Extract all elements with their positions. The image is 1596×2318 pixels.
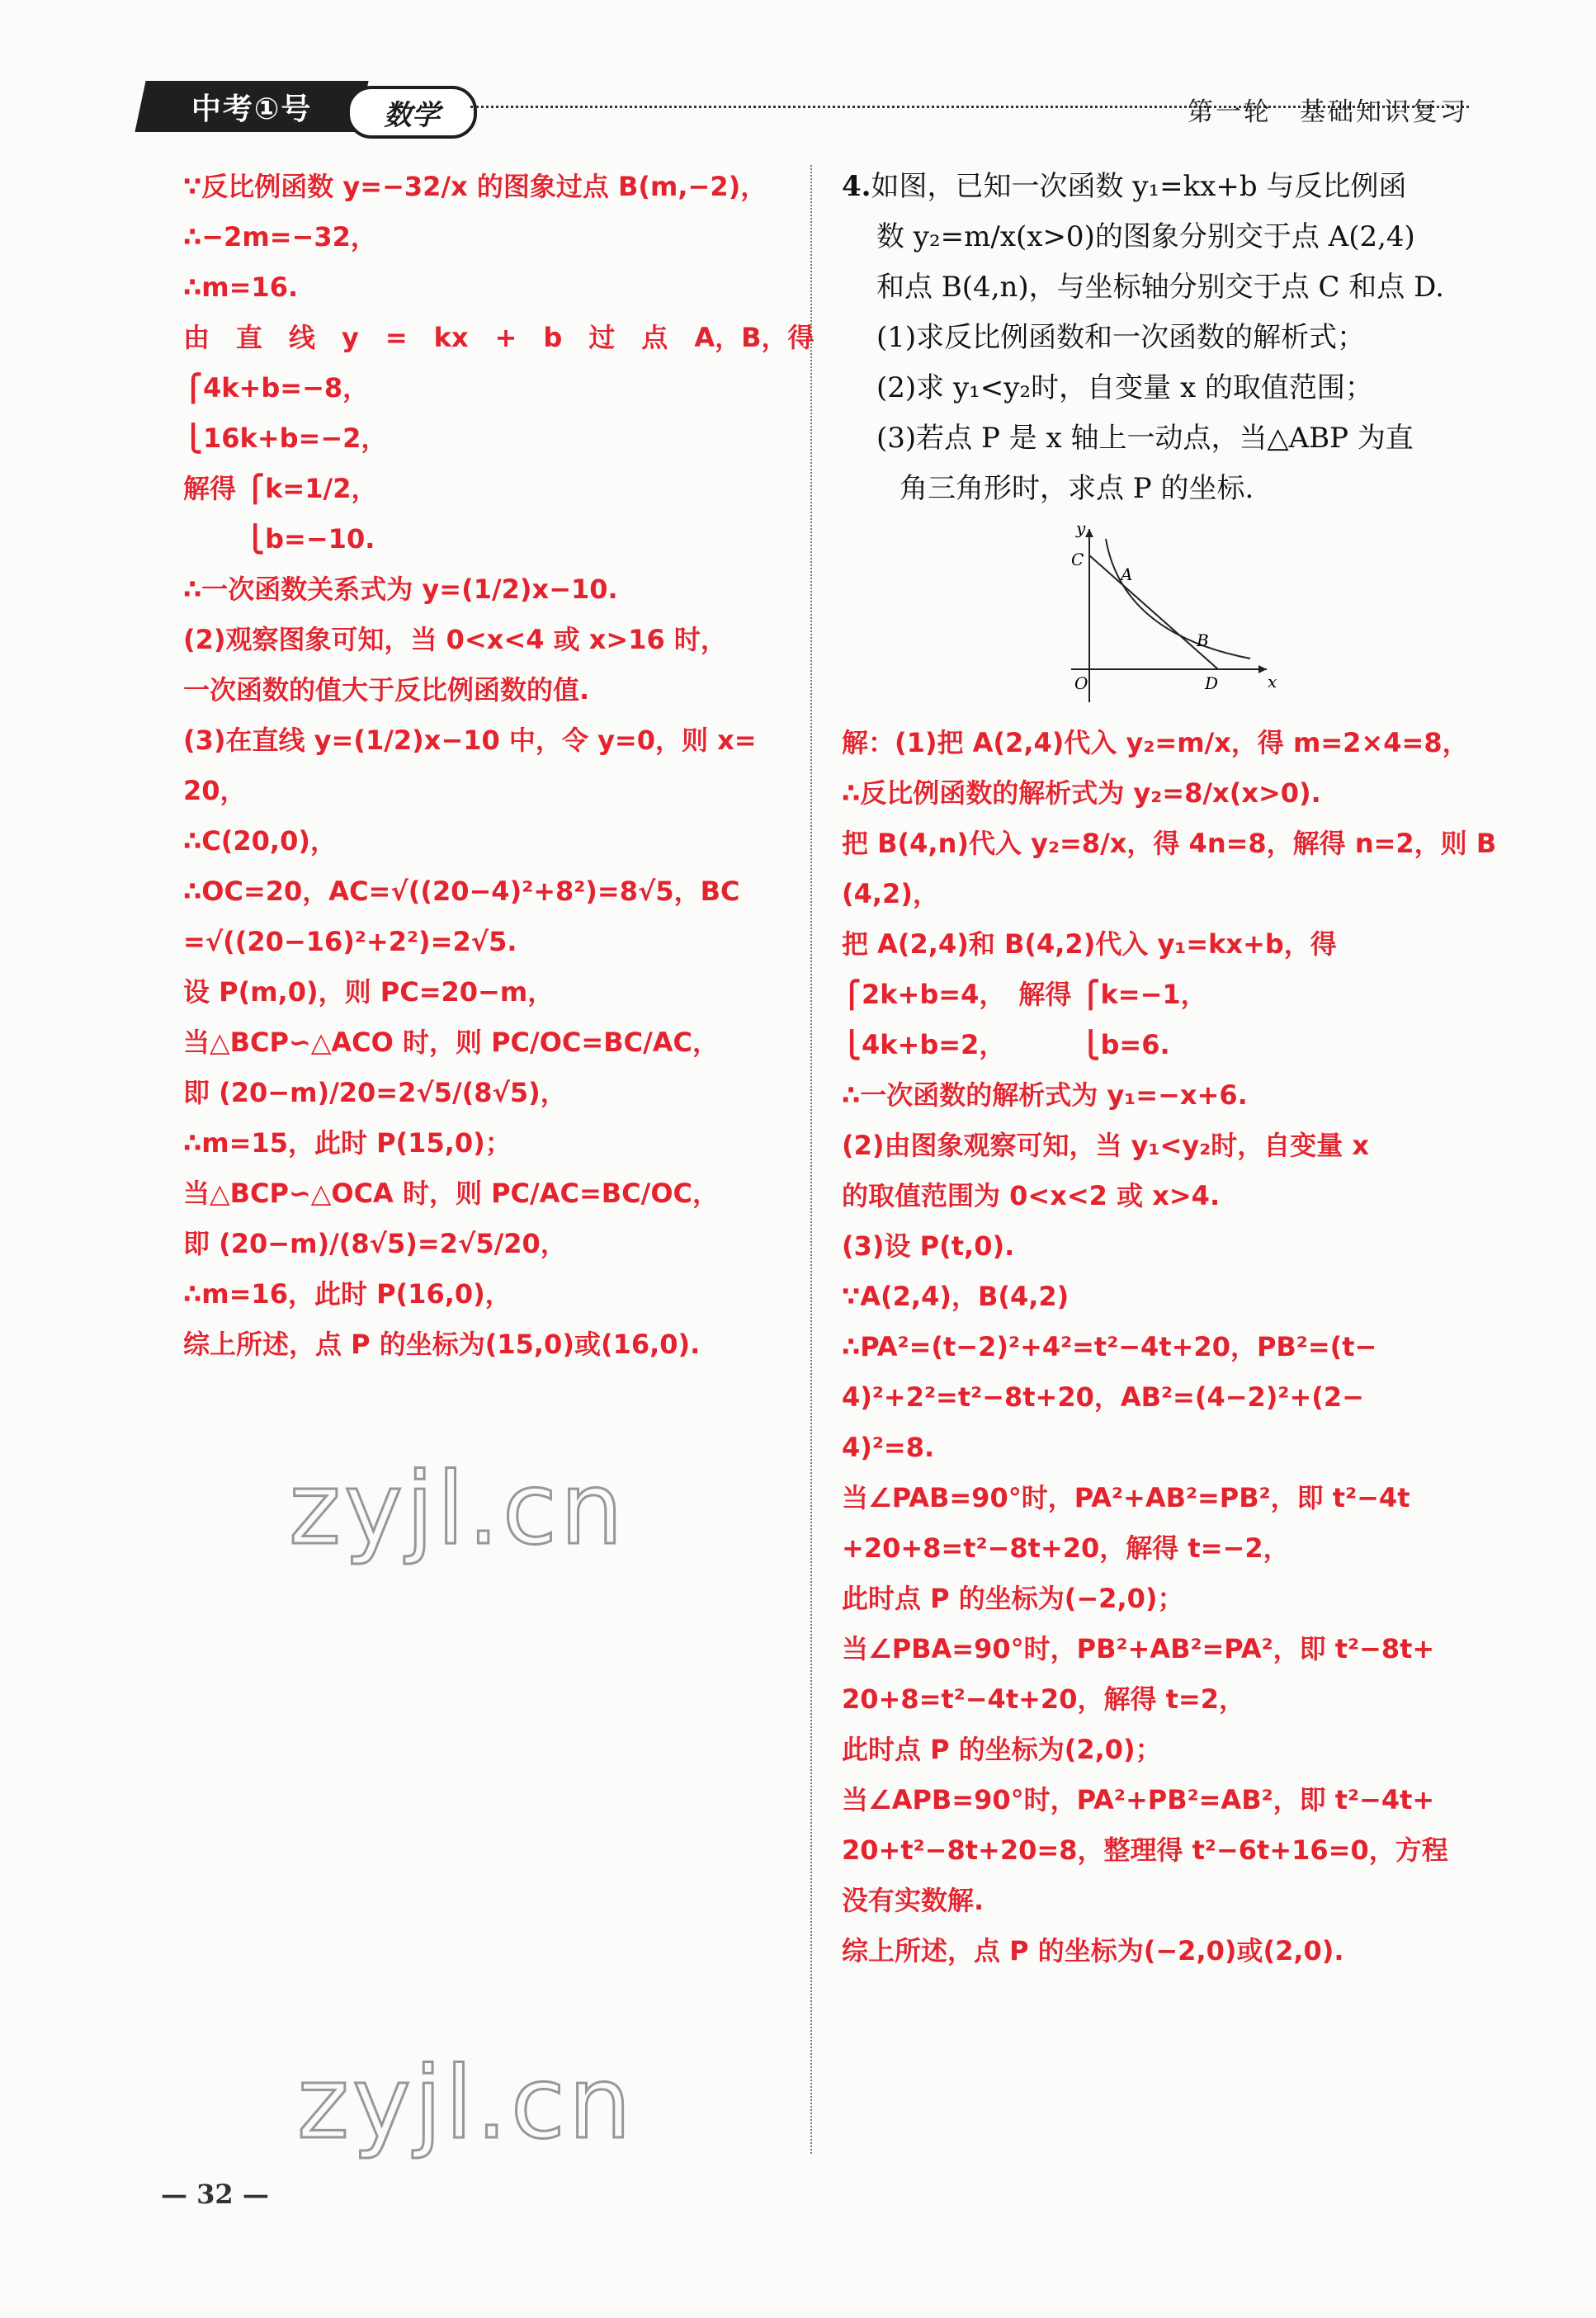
- answer-line: 把 A(2,4)和 B(4,2)代入 y₁=kx+b，得: [842, 928, 1337, 960]
- answer-line: 此时点 P 的坐标为(2,0)；: [842, 1734, 1162, 1765]
- answer-line: ∵反比例函数 y=−32/x 的图象过点 B(m,−2)，: [183, 171, 767, 202]
- point-b-label: B: [1197, 630, 1209, 650]
- answer-line: 20+t²−8t+20=8，整理得 t²−6t+16=0，方程: [842, 1834, 1448, 1866]
- subject-badge: 数学: [347, 86, 477, 139]
- answer-line: 当∠PAB=90°时，PA²+AB²=PB²，即 t²−4t: [842, 1482, 1410, 1513]
- answer-line: 此时点 P 的坐标为(−2,0)；: [842, 1583, 1184, 1614]
- answer-line: =√((20−16)²+2²)=2√5.: [183, 926, 517, 957]
- x-axis-arrow: [1258, 665, 1267, 673]
- page-number: — 32 —: [161, 2179, 269, 2210]
- answer-line: ⎧2k+b=4， 解得 ⎧k=−1，: [842, 979, 1207, 1010]
- answer-line: 把 B(4,n)代入 y₂=8/x，得 4n=8，解得 n=2，则 B: [842, 828, 1497, 859]
- answer-line: 当∠PBA=90°时，PB²+AB²=PA²，即 t²−8t+: [842, 1633, 1435, 1664]
- answer-line: ∴一次函数关系式为 y=(1/2)x−10.: [183, 574, 618, 605]
- answer-line: 20，: [183, 775, 247, 806]
- y-axis-arrow: [1085, 529, 1093, 537]
- answer-line: 当∠APB=90°时，PA²+PB²=AB²，即 t²−4t+: [842, 1784, 1435, 1815]
- answer-line: (3)在直线 y=(1/2)x−10 中，令 y=0，则 x=: [183, 725, 757, 756]
- answer-line: ∴OC=20，AC=√((20−4)²+8²)=8√5，BC: [183, 876, 740, 907]
- question-line: 角三角形时，求点 P 的坐标.: [900, 472, 1254, 505]
- answer-line: ⎩4k+b=2， ⎩b=6.: [842, 1029, 1170, 1060]
- question-number: 4.: [842, 170, 871, 203]
- answer-line: ∴一次函数的解析式为 y₁=−x+6.: [842, 1079, 1248, 1111]
- question-line: 和点 B(4,n)，与坐标轴分别交于点 C 和点 D.: [876, 271, 1444, 304]
- watermark: zyjl.cn: [297, 2047, 635, 2161]
- answer-line: 4)²=8.: [842, 1432, 935, 1463]
- answer-line: ∴m=16，此时 P(16,0)，: [183, 1278, 512, 1310]
- answer-line: ∴m=16.: [183, 271, 299, 303]
- answer-line: ⎩16k+b=−2，: [183, 423, 388, 454]
- answer-line: 综上所述，点 P 的坐标为(−2,0)或(2,0).: [842, 1935, 1344, 1966]
- origin-label: O: [1074, 673, 1088, 693]
- answer-line: 解：(1)把 A(2,4)代入 y₂=m/x，得 m=2×4=8，: [842, 727, 1469, 758]
- question-line: (1)求反比例函数和一次函数的解析式；: [876, 321, 1366, 354]
- answer-line: (3)设 P(t,0).: [842, 1230, 1015, 1262]
- answer-line: 解得 ⎧k=1/2，: [183, 473, 378, 504]
- right-column: [842, 162, 1497, 1976]
- answer-line: 的取值范围为 0<x<2 或 x>4.: [842, 1180, 1221, 1211]
- function-graph-figure: [1065, 522, 1279, 708]
- answer-line: ∴反比例函数的解析式为 y₂=8/x(x>0).: [842, 777, 1321, 809]
- column-divider: [810, 165, 812, 2154]
- question-line: 4.如图，已知一次函数 y₁=kx+b 与反比例函: [842, 170, 1407, 203]
- answer-line: (2)由图象观察可知，当 y₁<y₂时，自变量 x: [842, 1130, 1370, 1161]
- answer-line: 即 (20−m)/(8√5)=2√5/20，: [183, 1228, 567, 1259]
- answer-line: ∴−2m=−32，: [183, 221, 377, 253]
- answer-line: ∴m=15，此时 P(15,0)；: [183, 1127, 512, 1159]
- answer-line: 20+8=t²−4t+20，解得 t=2，: [842, 1683, 1245, 1715]
- answer-line: ⎧4k+b=−8，: [183, 372, 370, 404]
- linear-function-line: [1089, 555, 1218, 669]
- book-brand: 中考①号: [135, 81, 368, 132]
- answer-line: 当△BCP∽△ACO 时，则 PC/OC=BC/AC，: [183, 1027, 720, 1058]
- answer-line: ∵A(2,4)，B(4,2): [842, 1281, 1070, 1312]
- question-line: (2)求 y₁<y₂时，自变量 x 的取值范围；: [876, 371, 1373, 404]
- answer-line: 没有实数解.: [842, 1885, 985, 1916]
- answer-line: 4)²+2²=t²−8t+20，AB²=(4−2)²+(2−: [842, 1381, 1364, 1413]
- answer-line: 设 P(m,0)，则 PC=20−m，: [183, 976, 555, 1008]
- point-d-label: D: [1205, 673, 1219, 693]
- answer-line: 由 直 线 y = kx + b 过 点 A，B，得: [183, 322, 815, 353]
- page-header: [0, 0, 1596, 144]
- right-answer-block: [842, 718, 1497, 1976]
- question-4: [842, 162, 1485, 514]
- x-axis-label: x: [1268, 672, 1277, 692]
- answer-line: (4,2)，: [842, 878, 939, 909]
- left-answer-column: [183, 162, 815, 1370]
- section-title: 第一轮 基础知识复习: [1188, 97, 1468, 127]
- answer-line: ⎩b=−10.: [183, 523, 375, 555]
- answer-line: ∴PA²=(t−2)²+4²=t²−4t+20，PB²=(t−: [842, 1331, 1377, 1362]
- point-c-label: C: [1071, 550, 1084, 569]
- answer-line: ∴C(20,0)，: [183, 825, 337, 857]
- y-axis-label: y: [1076, 522, 1086, 538]
- question-line: (3)若点 P 是 x 轴上一动点，当△ABP 为直: [876, 422, 1414, 455]
- answer-line: (2)观察图象可知，当 0<x<4 或 x>16 时，: [183, 624, 727, 655]
- inverse-function-curve: [1106, 539, 1250, 659]
- point-a-label: A: [1121, 564, 1133, 584]
- question-line: 数 y₂=m/x(x>0)的图象分别交于点 A(2,4): [876, 220, 1415, 253]
- answer-line: 综上所述，点 P 的坐标为(15,0)或(16,0).: [183, 1329, 701, 1360]
- answer-line: 当△BCP∽△OCA 时，则 PC/AC=BC/OC，: [183, 1178, 720, 1209]
- watermark: zyjl.cn: [289, 1452, 626, 1567]
- answer-line: 一次函数的值大于反比例函数的值.: [183, 674, 590, 706]
- graph-svg: [1065, 522, 1279, 708]
- answer-line: +20+8=t²−8t+20，解得 t=−2，: [842, 1532, 1290, 1564]
- answer-line: 即 (20−m)/20=2√5/(8√5)，: [183, 1077, 567, 1108]
